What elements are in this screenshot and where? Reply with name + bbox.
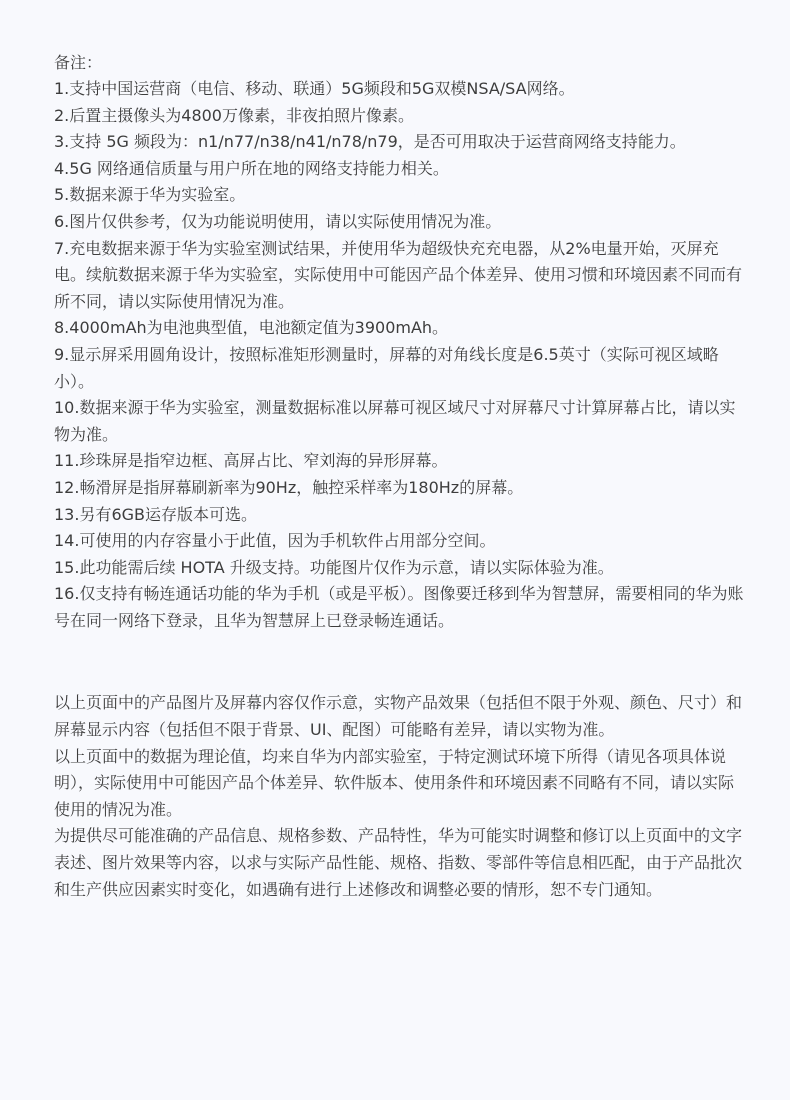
note-item: 7.充电数据来源于华为实验室测试结果，并使用华为超级快充充电器，从2%电量开始，灭屏充电。续航数据来源于华为实验室，实际使用中可能因产品个体差异、使用习惯和环境因素不同而有所不同，请以实际使用情况为准。 <box>54 238 743 311</box>
disclaimer-section <box>54 690 744 903</box>
note-item: 11.珍珠屏是指窄边框、高屏占比、窄刘海的异形屏幕。 <box>54 451 448 471</box>
note-item: 16.仅支持有畅连通话功能的华为手机（或是平板）。图像要迁移到华为智慧屏，需要相同的华为账号在同一网络下登录，且华为智慧屏上已登录畅连通话。 <box>54 584 744 630</box>
note-item: 6.图片仅供参考，仅为功能说明使用，请以实际使用情况为准。 <box>54 211 502 231</box>
disclaimer-paragraph: 以上页面中的数据为理论值，均来自华为内部实验室，于特定测试环境下所得（请见各项具体说明），实际使用中可能因产品个体差异、软件版本、使用条件和环境因素不同略有不同，请以实际使用的情况为准。 <box>54 746 735 819</box>
note-item: 9.显示屏采用圆角设计，按照标准矩形测量时，屏幕的对角线长度是6.5英寸（实际可视区域略小）。 <box>54 344 719 391</box>
note-item: 5.数据来源于华为实验室。 <box>54 185 246 205</box>
note-item: 8.4000mAh为电池典型值，电池额定值为3900mAh。 <box>54 318 449 338</box>
notes-heading: 备注： <box>54 53 103 72</box>
note-item: 10.数据来源于华为实验室，测量数据标准以屏幕可视区域尺寸对屏幕尺寸计算屏幕占比，请以实物为准。 <box>54 398 736 444</box>
note-item: 13.另有6GB运存版本可选。 <box>54 504 258 524</box>
note-item: 15.此功能需后续 HOTA 升级支持。功能图片仅作为示意，请以实际体验为准。 <box>54 557 614 577</box>
notes-list <box>54 76 744 634</box>
note-item: 2.后置主摄像头为4800万像素，非夜拍照片像素。 <box>54 105 414 125</box>
note-item: 3.支持 5G 频段为：n1/n77/n38/n41/n78/n79，是否可用取决于运营商网络支持能力。 <box>54 132 686 152</box>
disclaimer-paragraph: 为提供尽可能准确的产品信息、规格参数、产品特性，华为可能实时调整和修订以上页面中的文字表述、图片效果等内容，以求与实际产品性能、规格、指数、零部件等信息相匹配，由于产品批次和生产供应因素实时变化，如遇确有进行上述修改和调整必要的情形，恕不专门通知。 <box>54 826 743 899</box>
disclaimer-paragraph: 以上页面中的产品图片及屏幕内容仅作示意，实物产品效果（包括但不限于外观、颜色、尺寸）和屏幕显示内容（包括但不限于背景、UI、配图）可能略有差异，请以实物为准。 <box>54 693 743 740</box>
note-item: 1.支持中国运营商（电信、移动、联通）5G频段和5G双模NSA/SA网络。 <box>54 79 575 98</box>
note-item: 14.可使用的内存容量小于此值，因为手机软件占用部分空间。 <box>54 531 496 551</box>
note-item: 4.5G 网络通信质量与用户所在地的网络支持能力相关。 <box>54 158 449 178</box>
note-item: 12.畅滑屏是指屏幕刷新率为90Hz，触控采样率为180Hz的屏幕。 <box>54 477 524 497</box>
